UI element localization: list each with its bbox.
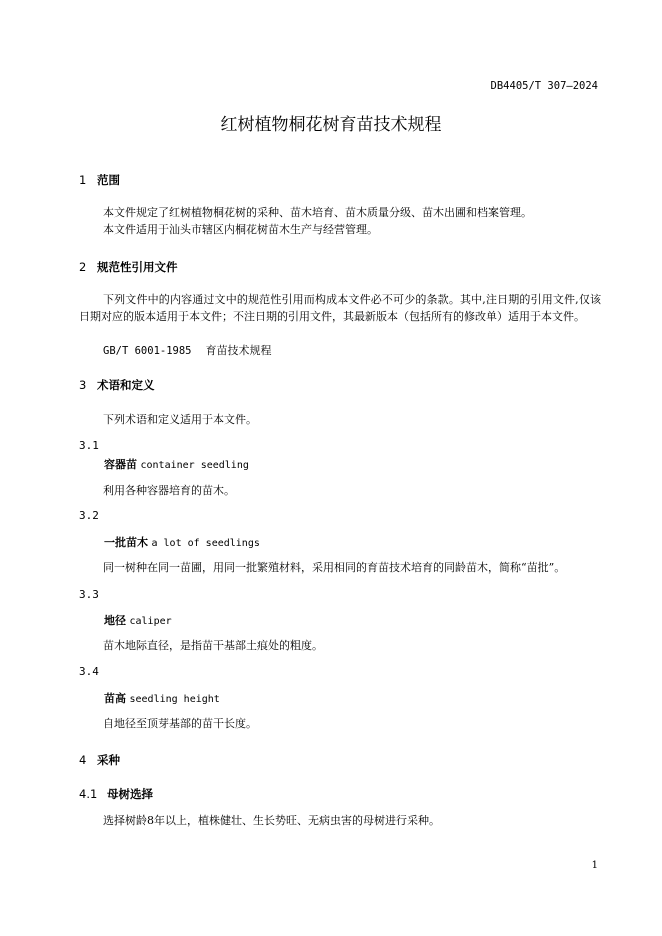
term-definition: 同一树种在同一苗圃，用同一批繁殖材料，采用相同的育苗技术培育的同龄苗木，简称“苗批”。 <box>103 561 566 574</box>
subsection-4-1-heading <box>79 786 153 802</box>
section-3-heading <box>79 377 155 393</box>
term-entry <box>104 534 260 550</box>
term-english: seedling height <box>129 694 220 705</box>
normative-reference <box>103 343 272 359</box>
section-title: 范围 <box>97 173 120 187</box>
term-number: 3.1 <box>79 439 99 452</box>
section-1-heading <box>79 172 120 188</box>
page-number: 1 <box>591 860 598 871</box>
section-1-paragraph-2: 本文件适用于汕头市辖区内桐花树苗木生产与经营管理。 <box>103 223 378 236</box>
term-chinese: 一批苗木 <box>104 536 148 549</box>
document-code: DB4405/T 307—2024 <box>490 80 598 92</box>
section-2-heading <box>79 259 178 275</box>
term-number: 3.4 <box>79 665 99 678</box>
section-number: 4 <box>79 753 87 767</box>
term-definition: 利用各种容器培育的苗木。 <box>103 484 235 497</box>
term-chinese: 地径 <box>104 614 126 627</box>
term-definition: 苗木地际直径，是指苗干基部土痕处的粗度。 <box>103 639 323 652</box>
subsection-title: 母树选择 <box>107 787 153 801</box>
reference-code: GB/T 6001-1985 <box>103 345 192 357</box>
section-1-paragraph-1: 本文件规定了红树植物桐花树的采种、苗木培育、苗木质量分级、苗木出圃和档案管理。 <box>103 206 532 219</box>
term-entry <box>104 690 220 706</box>
term-number: 3.3 <box>79 588 99 601</box>
term-chinese: 苗高 <box>104 692 126 705</box>
term-definition: 自地径至顶芽基部的苗干长度。 <box>103 717 257 730</box>
section-title: 规范性引用文件 <box>97 260 178 274</box>
term-entry <box>104 456 249 472</box>
section-title: 采种 <box>97 753 120 767</box>
section-number: 2 <box>79 260 87 274</box>
section-title: 术语和定义 <box>97 378 155 392</box>
term-english: a lot of seedlings <box>151 538 260 549</box>
term-english: caliper <box>129 616 172 627</box>
document-title: 红树植物桐花树育苗技术规程 <box>220 115 442 135</box>
term-entry <box>104 612 172 628</box>
section-3-intro: 下列术语和定义适用于本文件。 <box>103 413 257 426</box>
reference-title: 育苗技术规程 <box>205 344 272 357</box>
term-english: container seedling <box>140 460 249 471</box>
subsection-number: 4.1 <box>79 787 98 801</box>
term-chinese: 容器苗 <box>104 458 137 471</box>
section-4-heading <box>79 752 120 768</box>
section-number: 1 <box>79 173 87 187</box>
term-number: 3.2 <box>79 509 99 522</box>
section-number: 3 <box>79 378 87 392</box>
section-2-paragraph-1: 下列文件中的内容通过文中的规范性引用而构成本文件必不可少的条款。其中,注日期的引用文件,仅该日期对应的版本适用于本文件；不注日期的引用文件，其最新版本（包括所有的修改单）适用于本文件。 <box>79 293 601 323</box>
subsection-4-1-paragraph: 选择树龄8年以上，植株健壮、生长势旺、无病虫害的母树进行采种。 <box>103 814 440 827</box>
